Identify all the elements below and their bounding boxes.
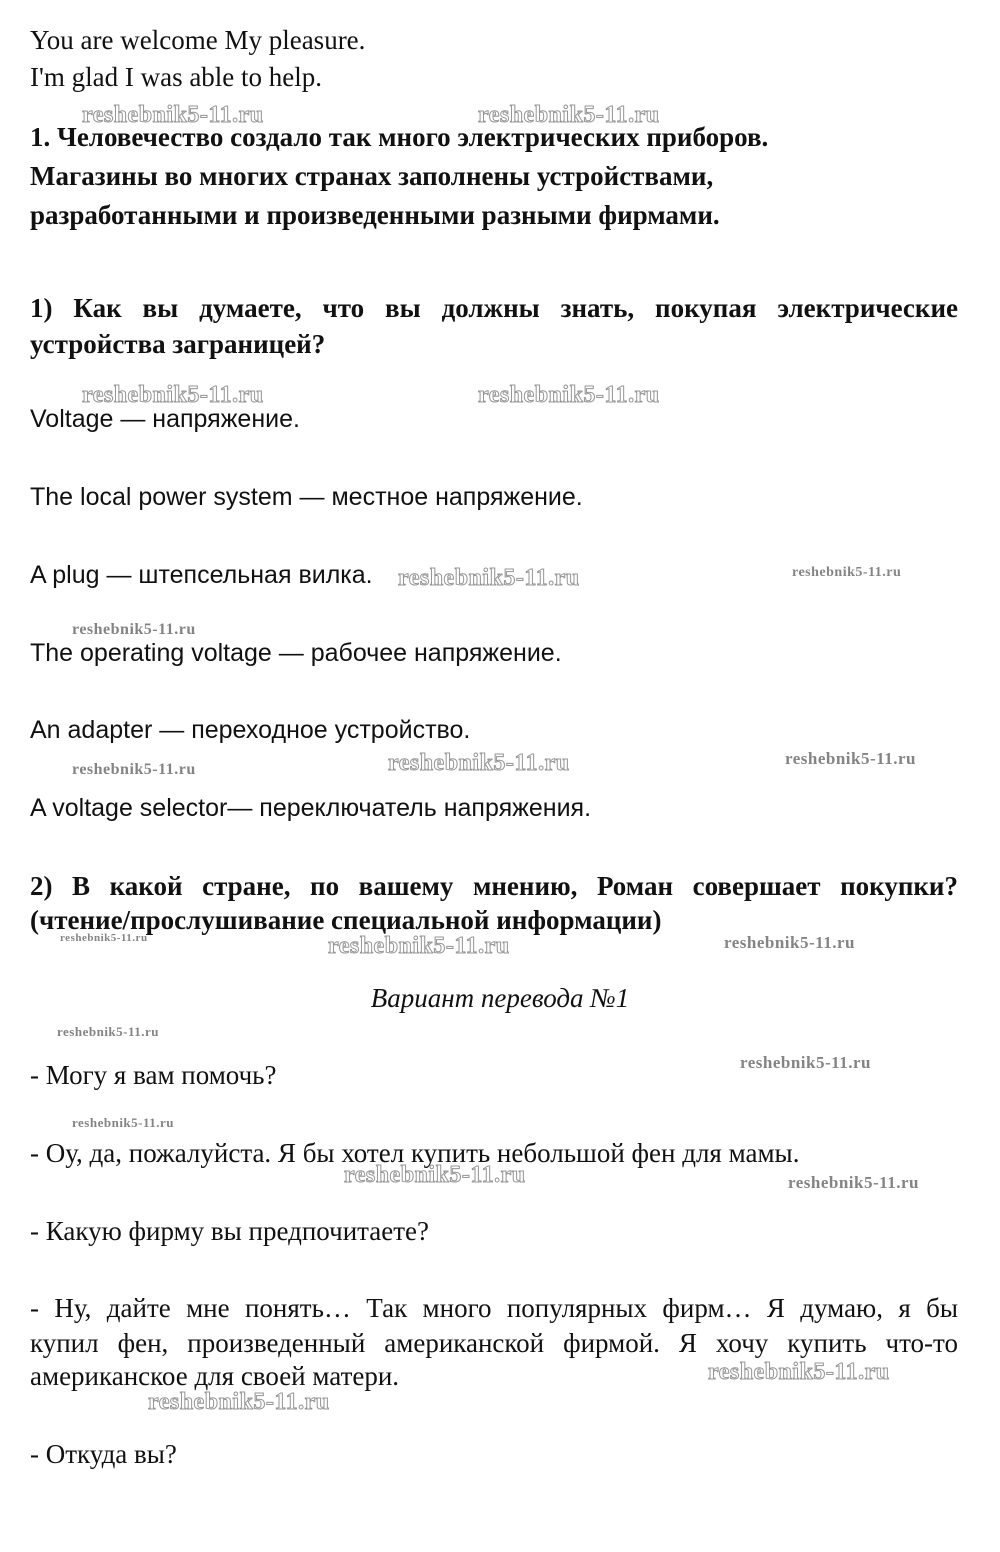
watermark: reshebnik5-11.ru xyxy=(478,102,660,128)
dialogue-line: - Оу, да, пожалуйста. Я бы хотел купить небольшой фен для мамы. xyxy=(30,1138,800,1168)
closing-line-1: You are welcome My pleasure. xyxy=(30,25,366,55)
watermark: reshebnik5-11.ru xyxy=(788,1173,919,1192)
dialogue-line: - Какую фирму вы предпочитаете? xyxy=(30,1216,430,1246)
dialogue-line: купил фен, произведенный американской фирмой. Я хочу купить что-то xyxy=(30,1328,958,1358)
vocab-item: An adapter — переходное устройство. xyxy=(30,716,471,744)
watermark: reshebnik5-11.ru xyxy=(148,1389,330,1415)
question2-line-2: (чтение/прослушивание специальной информации) xyxy=(30,905,662,935)
dialogue-line: - Откуда вы? xyxy=(30,1439,177,1469)
translation-heading: Вариант перевода №1 xyxy=(370,983,630,1013)
dialogue-line: - Могу я вам помочь? xyxy=(30,1060,277,1090)
watermark: reshebnik5-11.ru xyxy=(792,565,902,580)
dialogue-line: американское для своей матери. xyxy=(30,1361,400,1391)
vocab-item: The local power system — местное напряжение. xyxy=(30,483,583,511)
question1-line-2: устройства заграницей? xyxy=(30,329,326,359)
watermark: reshebnik5-11.ru xyxy=(72,621,196,638)
watermark: reshebnik5-11.ru xyxy=(724,933,855,952)
watermark: reshebnik5-11.ru xyxy=(398,565,580,591)
watermark: reshebnik5-11.ru xyxy=(82,382,264,408)
task1-line-2: Магазины во многих странах заполнены устройствами, xyxy=(30,161,714,191)
watermark: reshebnik5-11.ru xyxy=(328,933,510,959)
watermark: reshebnik5-11.ru xyxy=(478,382,660,408)
vocab-item: Voltage — напряжение. xyxy=(30,405,300,433)
task1-line-3: разработанными и произведенными разными фирмами. xyxy=(30,200,720,230)
watermark: reshebnik5-11.ru xyxy=(708,1359,890,1385)
vocab-item: A plug — штепсельная вилка. xyxy=(30,561,373,589)
watermark: reshebnik5-11.ru xyxy=(740,1053,871,1072)
watermark: reshebnik5-11.ru xyxy=(72,761,196,778)
watermark: reshebnik5-11.ru xyxy=(785,749,916,768)
watermark: reshebnik5-11.ru xyxy=(57,1024,160,1039)
question1-line-1: 1) Как вы думаете, что вы должны знать, покупая электрические xyxy=(30,293,958,323)
question2-line-1: 2) В какой стране, по вашему мнению, Роман совершает покупки? xyxy=(30,871,958,901)
watermark: reshebnik5-11.ru xyxy=(82,102,264,128)
vocab-item: The operating voltage — рабочее напряжение. xyxy=(30,639,562,667)
watermark: reshebnik5-11.ru xyxy=(60,932,148,944)
vocab-item: A voltage selector— переключатель напряжения. xyxy=(30,794,592,822)
dialogue-line: - Ну, дайте мне понять… Так много популярных фирм… Я думаю, я бы xyxy=(30,1293,958,1323)
watermark: reshebnik5-11.ru xyxy=(388,750,570,776)
watermark: reshebnik5-11.ru xyxy=(344,1162,526,1188)
closing-line-2: I'm glad I was able to help. xyxy=(30,62,323,92)
task1-line-1: 1. Человечество создало так много электрических приборов. xyxy=(30,122,769,152)
watermark: reshebnik5-11.ru xyxy=(72,1115,175,1130)
